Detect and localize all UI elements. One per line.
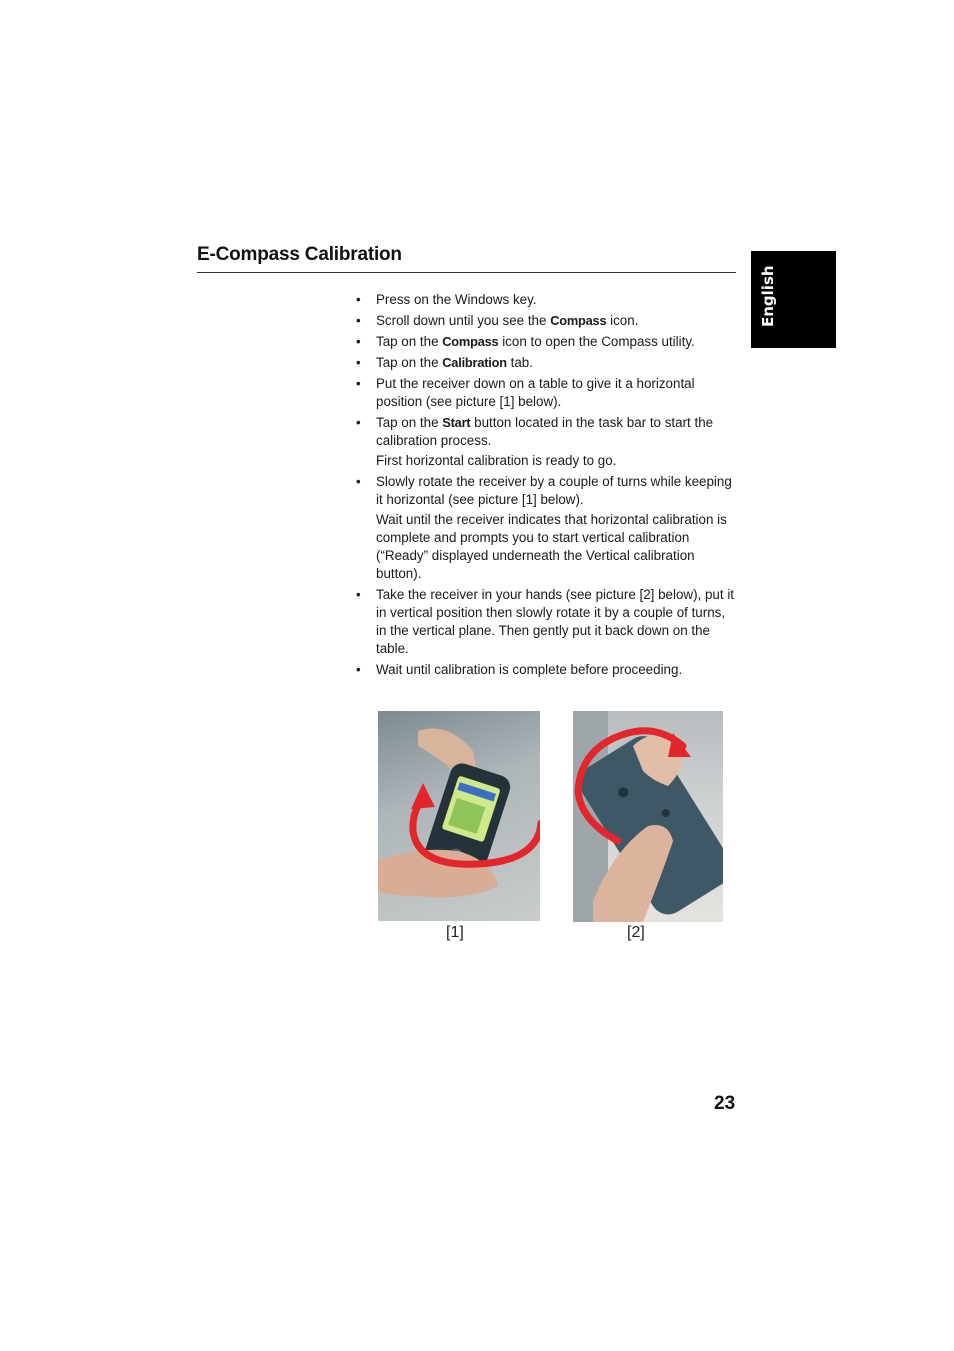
- page-number: 23: [714, 1093, 736, 1114]
- instruction-fragment: icon.: [606, 313, 639, 328]
- instruction-step: [356, 473, 738, 583]
- instruction-fragment: Press on the Windows key.: [376, 292, 537, 307]
- instruction-fragment: Tap on the: [376, 355, 443, 370]
- vertical-rotation-illustration: [573, 711, 723, 922]
- rotation-arrow-head: [411, 783, 435, 809]
- instruction-list: [356, 291, 738, 682]
- ui-term: Calibration: [442, 355, 507, 370]
- instruction-text: [376, 333, 738, 351]
- instruction-text: [376, 375, 738, 411]
- instruction-step: [356, 354, 738, 372]
- instruction-note: Wait until the receiver indicates that horizontal calibration is complete and prompts you to start vertical calibration (“Ready” displayed underneath the Vertical calibration button).: [376, 512, 727, 581]
- instruction-step: [356, 291, 738, 309]
- instruction-step: [356, 414, 738, 470]
- instruction-step: [356, 661, 738, 679]
- photo-vertical-calibration: [573, 711, 723, 922]
- ui-term: Compass: [550, 313, 607, 328]
- photo-horizontal-calibration: [378, 711, 540, 921]
- instruction-text: [376, 354, 738, 372]
- instruction-fragment: tab.: [506, 355, 533, 370]
- instruction-text: [376, 473, 738, 509]
- instruction-fragment: Tap on the: [376, 334, 443, 349]
- instruction-text: [376, 414, 738, 450]
- instruction-fragment: Take the receiver in your hands (see picture [2] below), put it in vertical position then slowly rotate it by a couple of turns, in the vertical plane. Then gently put it back down on the table.: [376, 587, 735, 656]
- language-tab-label: English: [759, 265, 777, 327]
- figure-caption-1: [1]: [446, 924, 464, 941]
- instruction-fragment: Scroll down until you see the: [376, 313, 551, 328]
- instruction-text: [376, 661, 738, 679]
- instruction-fragment: Put the receiver down on a table to give it a horizontal position (see picture [1] below).: [376, 376, 695, 409]
- instruction-fragment: Slowly rotate the receiver by a couple of turns while keeping it horizontal (see picture [1] below).: [376, 474, 732, 507]
- instruction-fragment: icon to open the Compass utility.: [498, 334, 695, 349]
- page-title: E-Compass Calibration: [197, 244, 402, 265]
- instruction-fragment: Wait until calibration is complete before proceeding.: [376, 662, 683, 677]
- instruction-text: [376, 586, 738, 658]
- ui-term: Compass: [442, 334, 499, 349]
- instruction-step: [356, 375, 738, 411]
- language-tab: [751, 251, 836, 348]
- instruction-step: [356, 333, 738, 351]
- instruction-note: First horizontal calibration is ready to go.: [376, 453, 617, 468]
- instruction-fragment: Tap on the: [376, 415, 443, 430]
- ui-term: Start: [442, 415, 471, 430]
- figure-caption-2: [2]: [627, 924, 645, 941]
- instruction-text: [376, 291, 738, 309]
- title-divider: [197, 272, 736, 273]
- instruction-step: [356, 312, 738, 330]
- instruction-text: [376, 312, 738, 330]
- instruction-fragment: button located in the task bar to start the calibration process.: [376, 415, 714, 448]
- horizontal-rotation-illustration: [378, 711, 540, 921]
- instruction-step: [356, 586, 738, 658]
